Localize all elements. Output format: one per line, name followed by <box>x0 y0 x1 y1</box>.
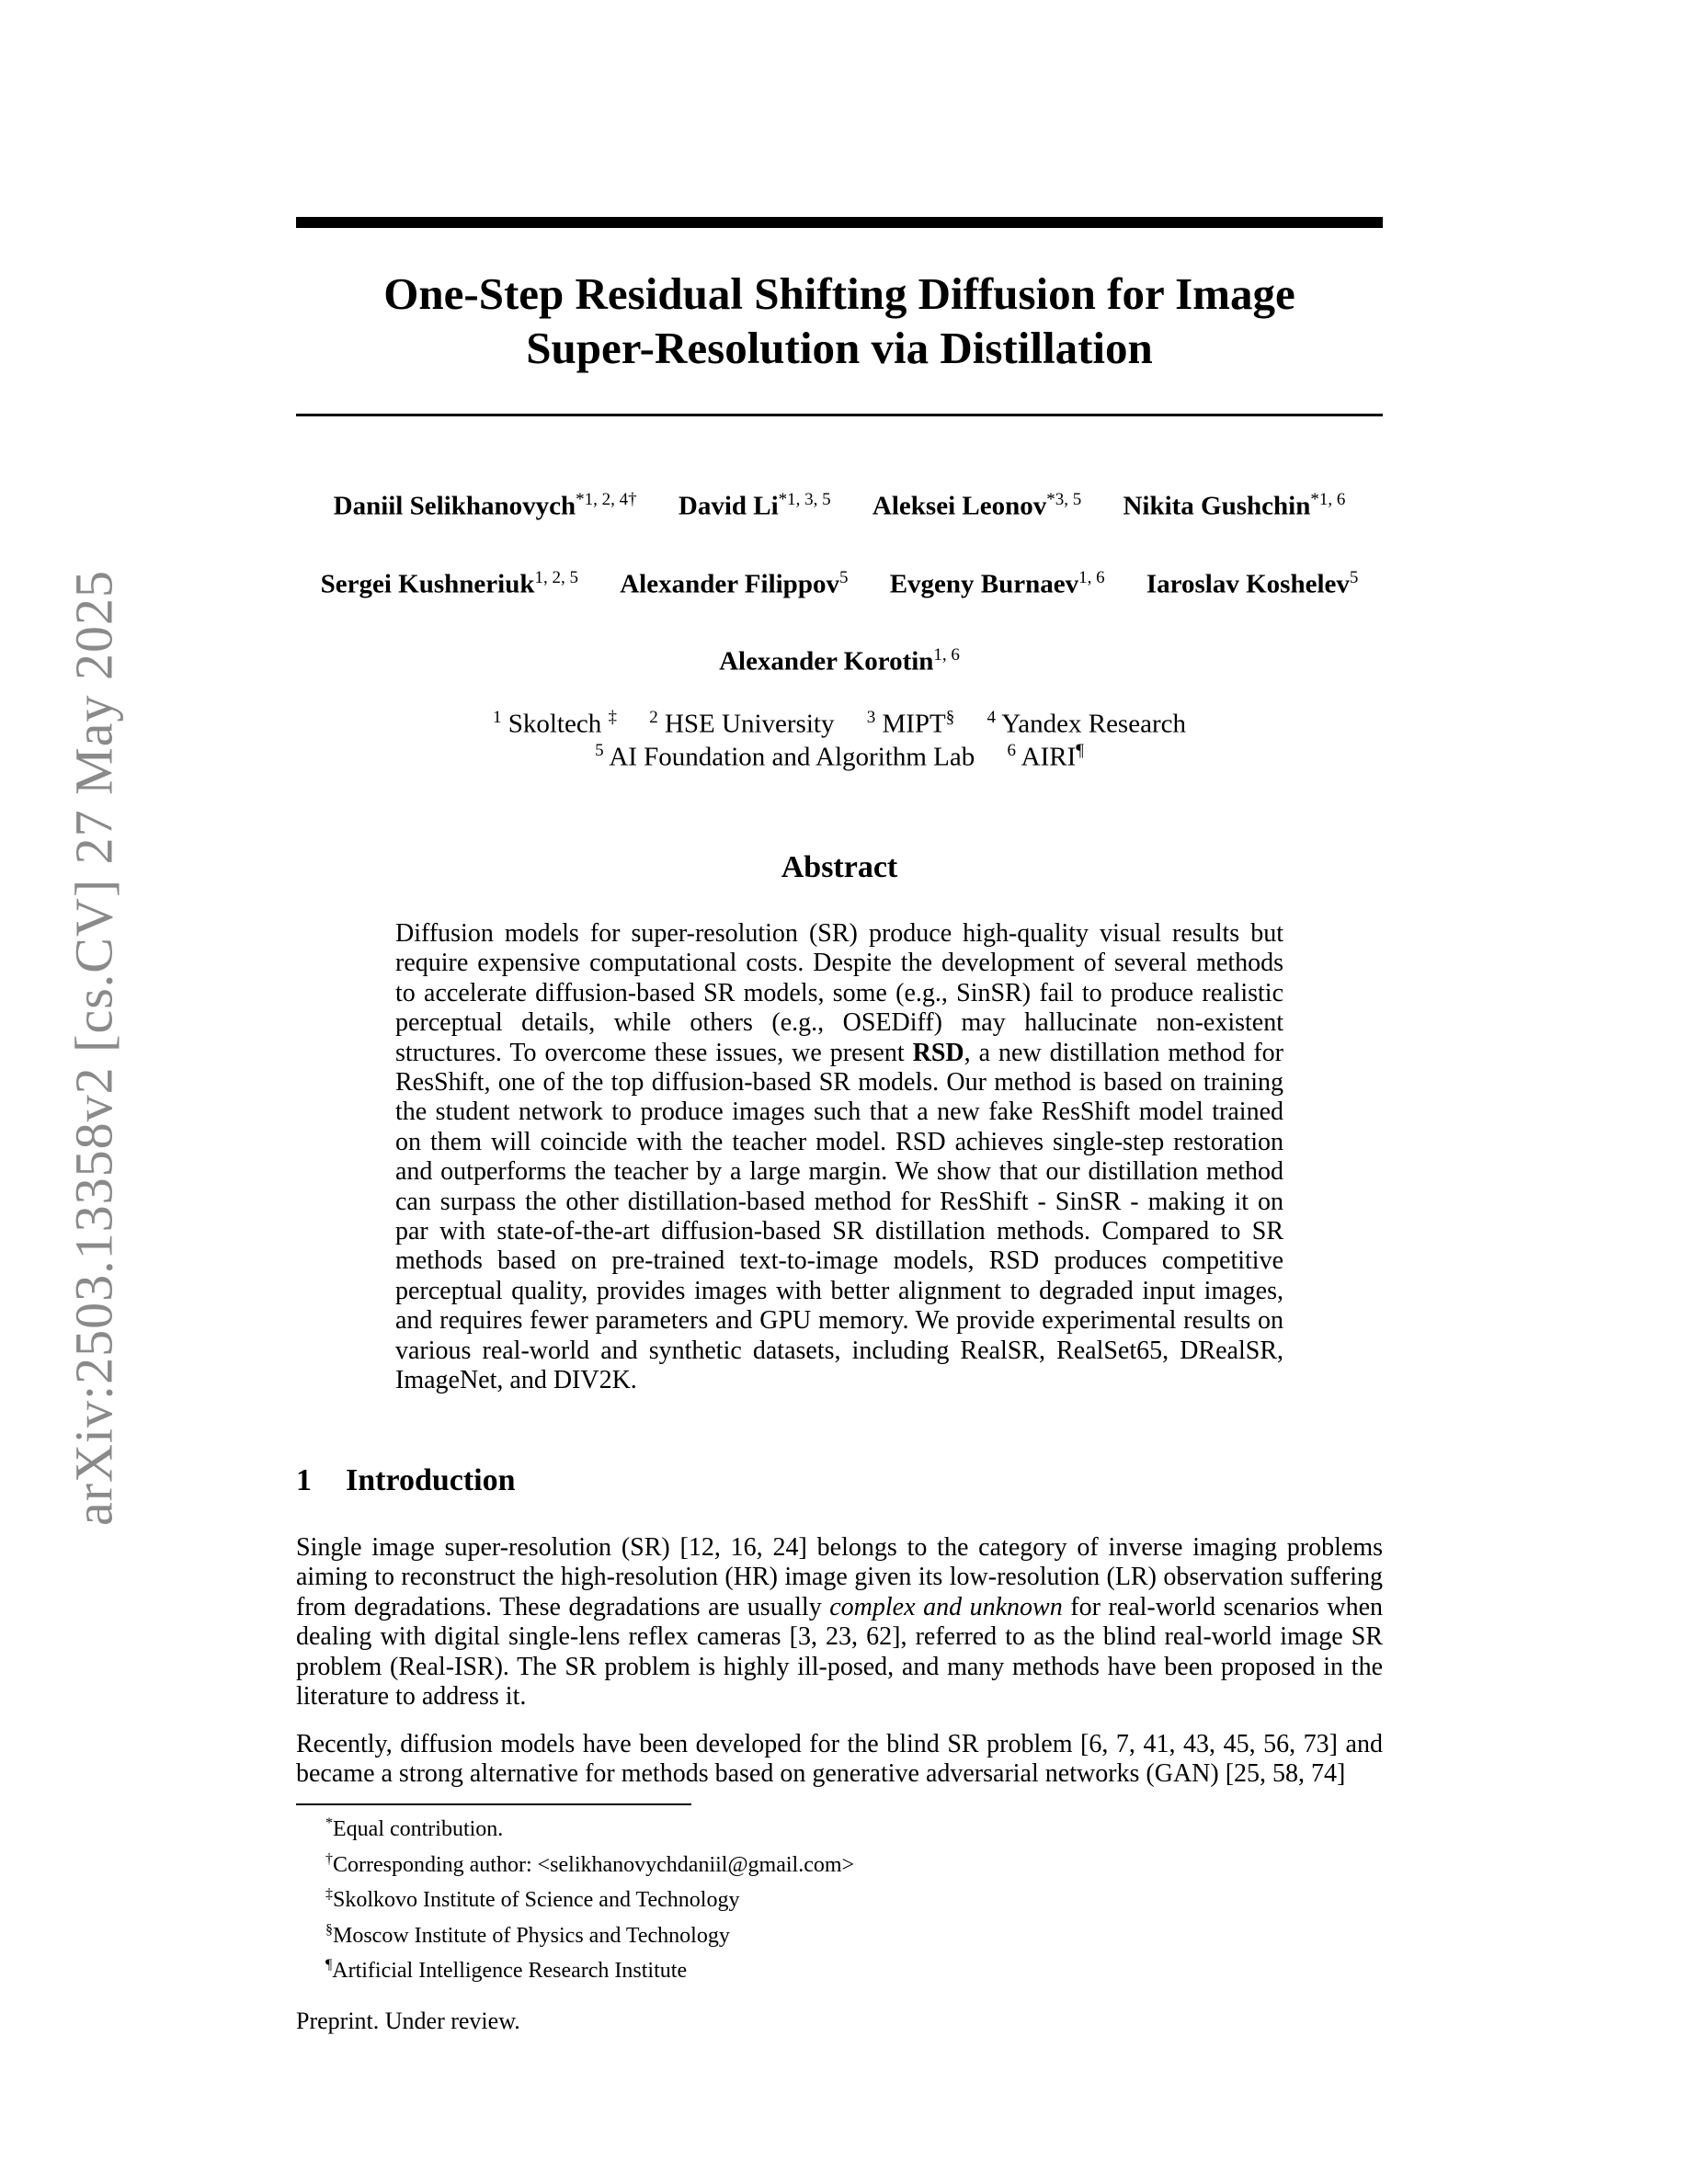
abstract-body: Diffusion models for super-resolution (SR) produce high-quality visual results but require expensive computational costs. Despite the development of several methods to accelerate diffusion-based SR models, some (e.g., SinSR) fail to produce realistic perceptual details, while others (e.g., OSEDiff) may hallucinate non-existent structures. To overcome these issues, we present RSD, a new distillation method for ResShift, one of the top diffusion-based SR models. Our method is based on training the student network to produce images such that a new fake ResShift model trained on them will coincide with the teacher model. RSD achieves single-step restoration and outperforms the teacher by a large margin. We show that our distillation method can surpass the other distillation-based method for ResShift - SinSR - making it on par with state-of-the-art diffusion-based SR distillation methods. Compared to SR methods based on pre-trained text-to-image models, RSD produces competitive perceptual quality, provides images with better alignment to degraded input images, and requires fewer parameters and GPU memory. We provide experimental results on various real-world and synthetic datasets, including RealSR, RealSet65, DRealSR, ImageNet, and DIV2K. <box>395 919 1283 1395</box>
title-top-rule <box>296 217 1383 228</box>
author-row-1 <box>296 490 1383 522</box>
title-line-2: Super-Resolution via Distillation <box>526 323 1153 373</box>
footnote-rule <box>296 1803 691 1805</box>
arxiv-identifier-stamp: arXiv:2503.13358v2 [cs.CV] 27 May 2025 <box>63 569 124 1527</box>
author: Daniil Selikhanovych$^{*1, 2, 4\dagger}$ <box>333 490 637 521</box>
affiliation: $^6$ AIRI¶ <box>1007 741 1084 772</box>
title-bottom-rule <box>296 414 1383 416</box>
affiliation: $^4$ Yandex Research <box>987 708 1186 739</box>
author: Alexander Filippov$^5$ <box>620 568 849 599</box>
affiliation: $^3$ MIPT§ <box>866 708 955 739</box>
footnote: ‡Skolkovo Institute of Science and Technology <box>325 1886 740 1913</box>
author-row-3 <box>296 645 1383 677</box>
footnote: §Moscow Institute of Physics and Technology <box>325 1921 730 1948</box>
footnote: *Equal contribution. <box>325 1815 504 1841</box>
footnotes <box>325 1809 854 1986</box>
footnote: ¶Artificial Intelligence Research Institute <box>325 1957 688 1984</box>
affiliation-row-1 <box>296 708 1383 740</box>
preprint-note: Preprint. Under review. <box>296 2008 520 2034</box>
author: David Li$^{*1, 3, 5}$ <box>678 490 831 521</box>
author: Sergei Kushneriuk$^{1, 2, 5}$ <box>320 568 578 599</box>
intro-paragraph-1: Single image super-resolution (SR) [12, 16, 24] belongs to the category of inverse imaging problems aiming to reconstruct the high-resolution (HR) image given its low-resolution (LR) observation suffering from degradations. These degradations are usually complex and unknown for real-world scenarios when dealing with digital single-lens reflex cameras [3, 23, 62], referred to as the blind real-world image SR problem (Real-ISR). The SR problem is highly ill-posed, and many methods have been proposed in the literature to address it. <box>296 1533 1384 1712</box>
paper-title <box>296 267 1383 375</box>
author: Alexander Korotin$^{1, 6}$ <box>719 645 960 677</box>
affiliation: $^2$ HSE University <box>649 708 835 739</box>
method-name-bold: RSD <box>912 1038 964 1067</box>
affiliation: $^5$ AI Foundation and Algorithm Lab <box>595 741 975 772</box>
author: Aleksei Leonov$^{*3, 5}$ <box>872 490 1082 521</box>
intro-paragraph-2: Recently, diffusion models have been developed for the blind SR problem [6, 7, 41, 43, 45, 56, 73] and became a strong alternative for methods based on generative adversarial networks (GAN) [25, 58, 74] <box>296 1730 1383 1789</box>
affiliation: $^1$ Skoltech ‡ <box>492 708 617 739</box>
abstract-heading: Abstract <box>781 850 898 884</box>
footnote: †Corresponding author: <selikhanovychdaniil@gmail.com> <box>325 1850 855 1877</box>
author: Iaroslav Koshelev$^5$ <box>1146 568 1359 599</box>
affiliation-row-2 <box>296 741 1383 773</box>
section-heading-introduction: 1 Introduction <box>296 1463 516 1497</box>
author: Nikita Gushchin$^{*1, 6}$ <box>1123 490 1346 521</box>
title-line-1: One-Step Residual Shifting Diffusion for Image <box>383 268 1295 319</box>
author: Evgeny Burnaev$^{1, 6}$ <box>889 568 1105 599</box>
author-row-2 <box>296 568 1383 600</box>
